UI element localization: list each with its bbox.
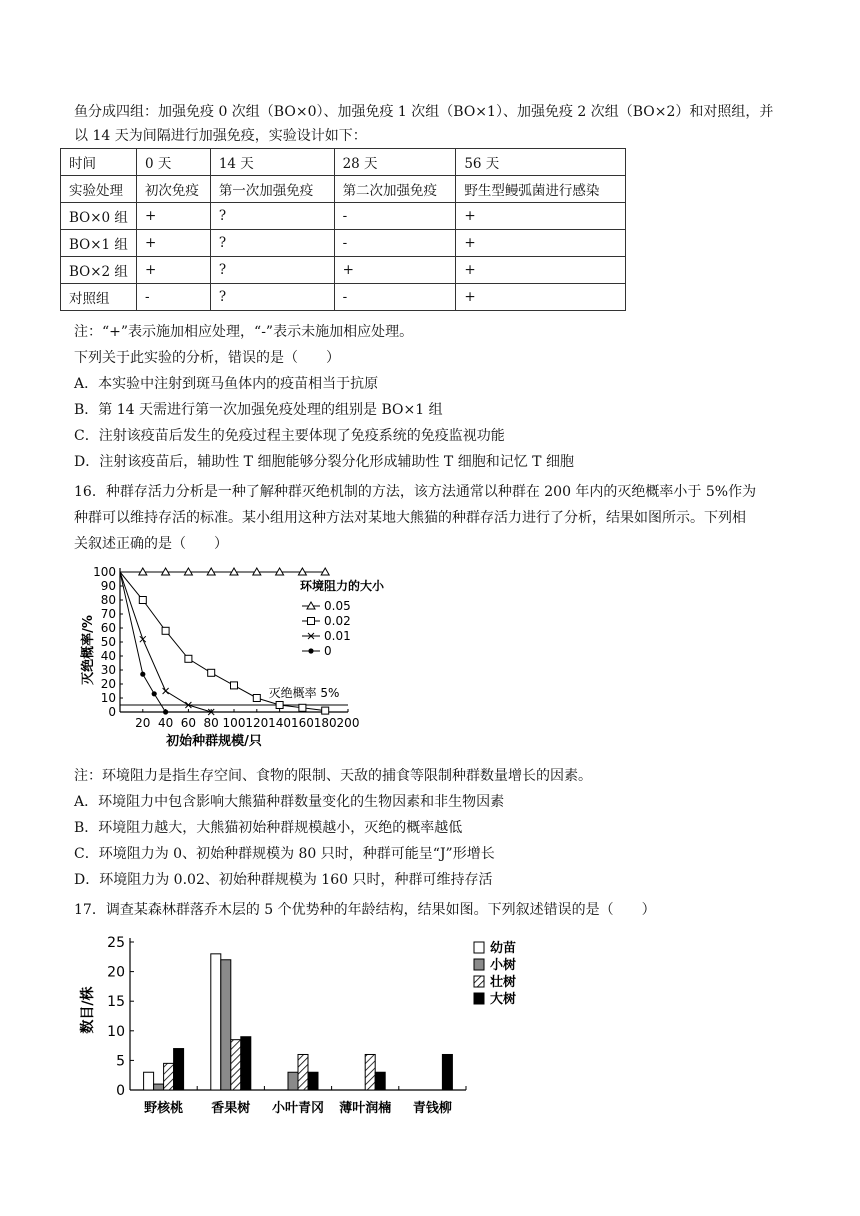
legend-label: 大树 [490,992,517,1007]
table-cell: 第二次加强免疫 [334,176,456,203]
point [308,618,315,625]
legend-label: 0.05 [324,599,351,613]
legend-item [474,974,516,990]
y-tick-label: 20 [107,964,125,981]
legend-label: 小树 [490,958,517,973]
category-label: 野核桃 [144,1101,184,1116]
bar [164,1063,174,1090]
y-tick-label: 20 [100,677,116,691]
y-tick-label: 10 [107,1023,125,1040]
q16-option-c: C．环境阻力为 0、初始种群规模为 80 只时，种群可能呈“J”形增长 [74,846,495,862]
table-cell: - [334,284,456,311]
table-cell: 初次免疫 [136,176,210,203]
intro-line-2: 以 14 天为间隔进行加强免疫，实验设计如下： [74,128,367,144]
table-cell: + [136,203,210,230]
series-0.01 [120,572,214,715]
table-cell: BO×1 组 [61,230,137,257]
x-tick-label: 200 [336,716,360,730]
y-tick-label: 100 [93,565,116,579]
table-cell: 第一次加强免疫 [210,176,334,203]
point [140,636,146,642]
x-tick-label: 20 [135,716,151,730]
extinction-probability-chart [74,560,394,760]
table-cell: BO×2 组 [61,257,137,284]
table-cell: ? [210,257,334,284]
legend-item [474,991,516,1007]
legend-swatch [474,993,484,1004]
y-tick-label: 0 [108,705,116,719]
legend-item [302,644,332,658]
y-tick-label: 50 [100,635,116,649]
table-cell: ? [210,203,334,230]
q16-option-a: A．环境阻力中包含影响大熊猫种群数量变化的生物因素和非生物因素 [74,794,505,810]
category-label: 青钱柳 [412,1101,452,1116]
q15-option-c: C．注射该疫苗后发生的免疫过程主要体现了免疫系统的免疫监视功能 [74,428,505,444]
bar [442,1054,452,1090]
bar [154,1084,164,1090]
bar [231,1040,241,1090]
table-cell: ? [210,284,334,311]
category-label: 香果树 [211,1101,251,1116]
x-tick-label: 120 [245,716,269,730]
point [163,709,168,714]
y-tick-label: 40 [100,649,116,663]
table-row [61,149,626,176]
legend-swatch [474,959,484,970]
point [139,597,146,604]
legend-item [302,629,351,643]
x-tick-label: 60 [180,716,197,730]
table-cell: 56 天 [456,149,626,176]
y-axis-label: 灭绝概率/% [81,615,96,685]
x-axis-label: 初始种群规模/只 [166,734,262,749]
q15-option-d: D．注射该疫苗后，辅助性 T 细胞能够分裂分化形成辅助性 T 细胞和记忆 T 细胞 [74,454,574,470]
table-cell: + [334,257,456,284]
table-cell: ? [210,230,334,257]
threshold-label: 灭绝概率 5% [268,686,340,700]
point [152,691,157,696]
bar [375,1072,385,1090]
table-row [61,230,626,257]
q15-option-b: B．第 14 天需进行第一次加强免疫处理的组别是 BO×1 组 [74,402,443,418]
bar [241,1037,251,1090]
legend-label: 壮树 [490,975,517,990]
table-row [61,176,626,203]
table-row [61,257,626,284]
table-cell: 对照组 [61,284,137,311]
q16-option-b: B．环境阻力越大，大熊猫初始种群规模越小，灭绝的概率越低 [74,820,463,836]
y-tick-label: 70 [100,607,116,621]
y-tick-label: 0 [116,1083,125,1099]
table-cell: - [334,230,456,257]
table-row [61,203,626,230]
table-cell: 28 天 [334,149,456,176]
table-cell: + [136,230,210,257]
point [231,682,238,689]
table-cell: BO×0 组 [61,203,137,230]
y-tick-label: 80 [100,593,116,607]
x-tick-label: 100 [222,716,246,730]
point [308,648,313,653]
legend-title: 环境阻力的大小 [300,579,385,593]
point [276,702,283,709]
legend-item [474,940,516,956]
legend-label: 幼苗 [490,941,517,956]
table-cell: + [136,257,210,284]
age-structure-chart [74,930,544,1130]
table-cell: + [456,230,626,257]
point [253,695,260,702]
bar [365,1054,375,1090]
table-row [61,284,626,311]
point [185,655,192,662]
point [140,672,145,677]
table-cell: 野生型鳗弧菌进行感染 [456,176,626,203]
legend-swatch [474,942,484,953]
category-label: 薄叶润楠 [339,1101,392,1116]
y-tick-label: 60 [100,621,116,635]
point [163,688,169,694]
bar [298,1054,308,1090]
legend-item [474,957,516,973]
q15-option-a: A．本实验中注射到斑马鱼体内的疫苗相当于抗原 [74,376,379,392]
point [162,627,169,634]
q16-option-d: D．环境阻力为 0.02、初始种群规模为 160 只时，种群可维持存活 [74,872,493,888]
table-cell: 0 天 [136,149,210,176]
table-cell: + [456,203,626,230]
table-cell: 时间 [61,149,137,176]
q17-stem: 17．调查某森林群落乔木层的 5 个优势种的年龄结构，结果如图。下列叙述错误的是（ ） [74,902,656,918]
y-tick-label: 5 [116,1053,125,1070]
series-0.05 [120,568,329,575]
x-tick-label: 80 [203,716,219,730]
x-tick-label: 40 [157,716,174,730]
experiment-table [60,148,626,311]
bar [221,960,231,1090]
legend-label: 0 [324,644,332,658]
x-tick-label: 180 [313,716,337,730]
y-tick-label: 10 [100,691,116,705]
legend-item [302,599,351,613]
q16-stem-1: 16．种群存活力分析是一种了解种群灭绝机制的方法，该方法通常以种群在 200 年内的灭绝概率小于 5%作为 [74,484,757,500]
y-tick-label: 30 [100,663,116,677]
point [208,669,215,676]
legend-item [302,614,351,628]
table-cell: + [456,284,626,311]
table-cell: - [334,203,456,230]
y-tick-label: 25 [107,935,125,951]
table-cell: 实验处理 [61,176,137,203]
legend-label: 0.02 [324,614,351,628]
table-cell: - [136,284,210,311]
legend-label: 0.01 [324,629,351,643]
y-axis-label: 数目/株 [80,986,96,1034]
category-label: 小叶青冈 [271,1101,325,1116]
intro-line-1: 鱼分成四组：加强免疫 0 次组（BO×0）、加强免疫 1 次组（BO×1）、加强免疫 2 次组（BO×2）和对照组，并 [74,104,774,120]
q15-stem: 下列关于此实验的分析，错误的是（ ） [74,350,340,366]
q15-note: 注：“+”表示施加相应处理，“-”表示未施加相应处理。 [74,324,414,340]
bar [174,1049,184,1090]
bar [308,1072,318,1090]
q16-note: 注：环境阻力是指生存空间、食物的限制、天敌的捕食等限制种群数量增长的因素。 [74,768,592,784]
table-cell: 14 天 [210,149,334,176]
point [299,704,306,711]
x-tick-label: 140 [268,716,292,730]
bar [211,954,221,1090]
bar [288,1072,298,1090]
table-cell: + [456,257,626,284]
y-tick-label: 15 [107,994,125,1011]
q16-stem-3: 关叙述正确的是（ ） [74,536,228,552]
q16-stem-2: 种群可以维持存活的标准。某小组用这种方法对某地大熊猫的种群存活力进行了分析，结果如图所示。下列相 [74,510,746,526]
bar [144,1072,154,1090]
y-tick-label: 90 [100,579,116,593]
point [322,707,329,714]
legend-swatch [474,976,484,987]
x-tick-label: 160 [290,716,314,730]
